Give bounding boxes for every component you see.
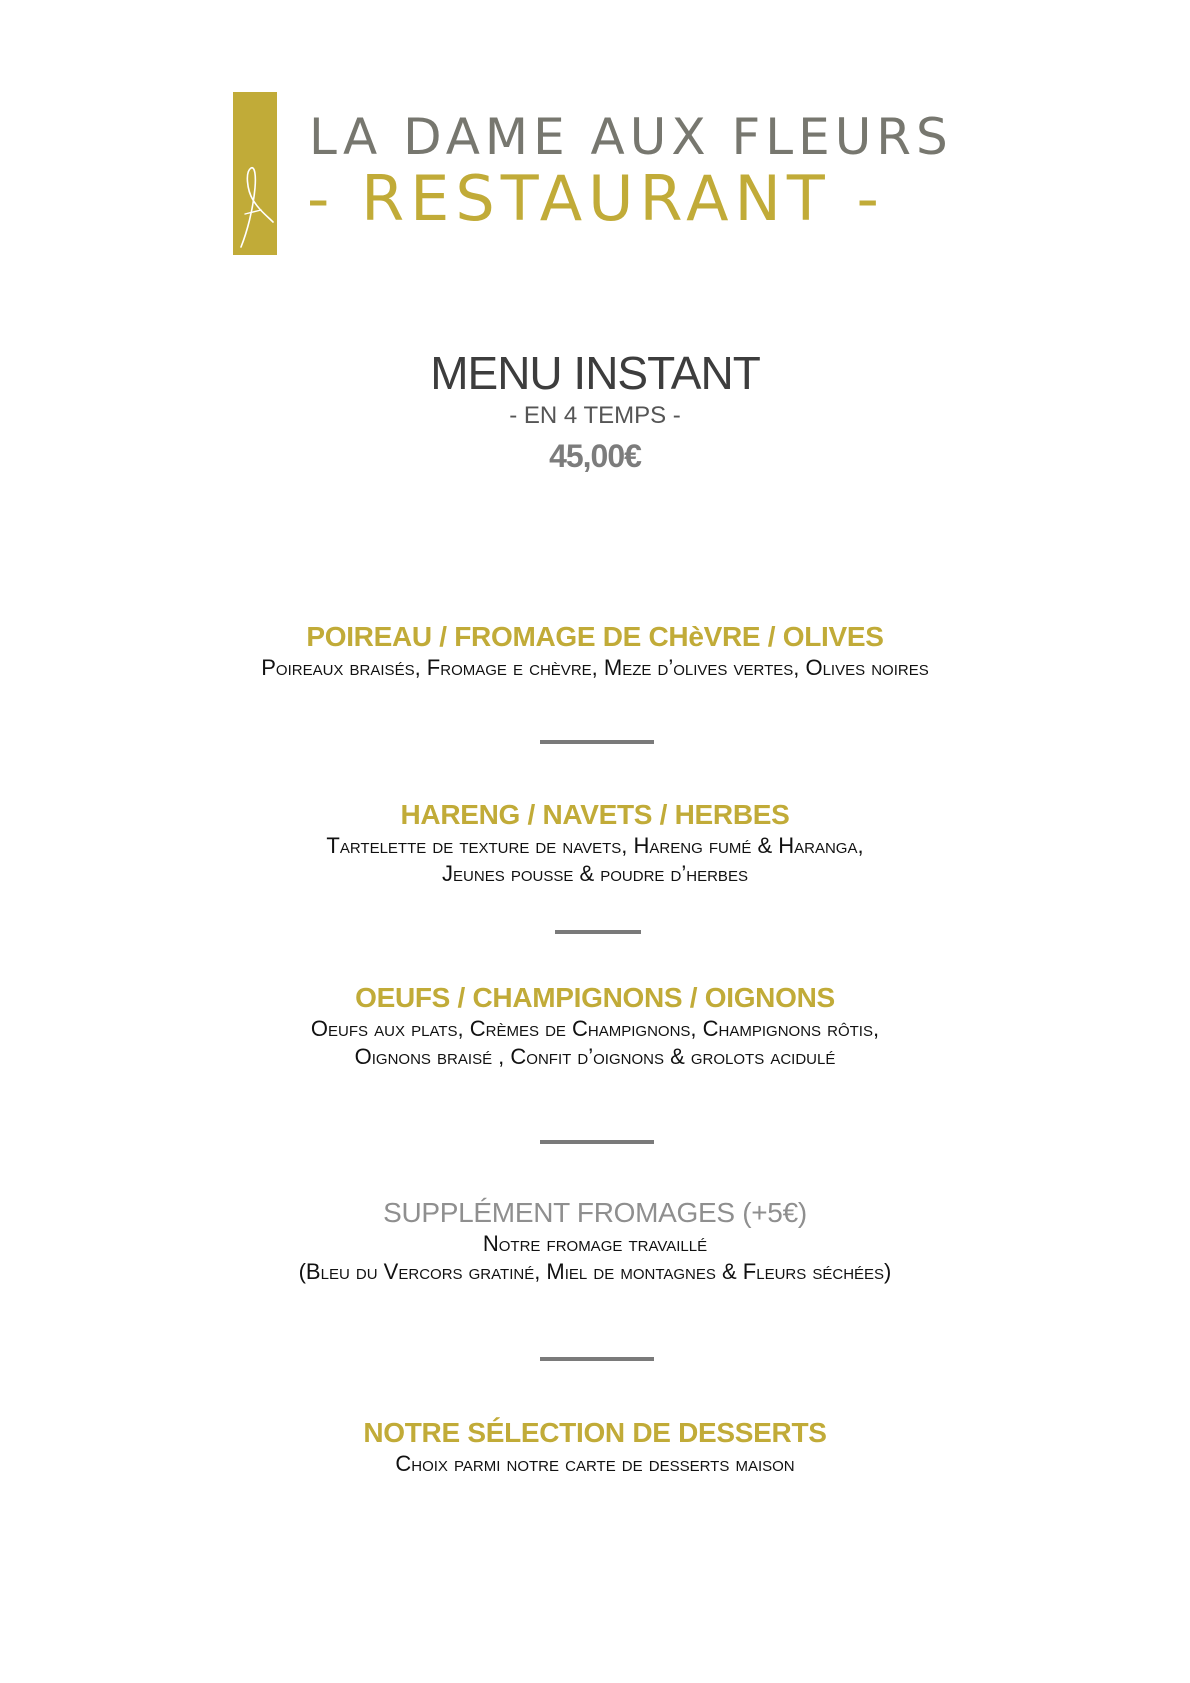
course-title: SUPPLÉMENT FROMAGES (+5€) bbox=[383, 1197, 807, 1228]
course-second bbox=[0, 798, 1190, 888]
course-main bbox=[0, 981, 1190, 1071]
script-f-icon bbox=[233, 92, 277, 255]
course-title: POIREAU / FROMAGE DE CHèVRE / OLIVES bbox=[306, 621, 884, 652]
menu-price: 45,00€ bbox=[549, 438, 641, 474]
menu-subtitle: - EN 4 TEMPS - bbox=[509, 402, 681, 429]
course-title: NOTRE SÉLECTION DE DESSERTS bbox=[363, 1417, 827, 1448]
course-title: OEUFS / CHAMPIGNONS / OIGNONS bbox=[355, 982, 835, 1013]
course-description-line: Oignons braisé , Confit d’oignons & grolots acidulé bbox=[354, 1044, 836, 1069]
divider bbox=[540, 740, 654, 744]
course-description-line: Notre fromage travaillé bbox=[482, 1231, 708, 1256]
divider bbox=[540, 1357, 654, 1361]
course-description-line: Jeunes pousse & poudre d’herbes bbox=[442, 861, 748, 886]
course-description-line: (Bleu du Vercors gratiné, Miel de montagnes & Fleurs séchées) bbox=[298, 1259, 892, 1284]
course-cheese-supplement bbox=[0, 1196, 1190, 1286]
restaurant-logo bbox=[233, 92, 963, 255]
divider bbox=[540, 1140, 654, 1144]
logo-subtitle: - RESTAURANT - bbox=[307, 162, 885, 235]
course-starter bbox=[0, 620, 1190, 682]
course-description-line: Tartelette de texture de navets, Hareng fumé & Haranga, bbox=[326, 833, 864, 858]
logo-name: LA DAME AUX FLEURS bbox=[309, 108, 953, 166]
divider bbox=[555, 930, 641, 934]
course-desserts bbox=[0, 1416, 1190, 1478]
logo-mark bbox=[233, 92, 277, 255]
course-description-line: Oeufs aux plats, Crèmes de Champignons, Champignons rôtis, bbox=[310, 1016, 880, 1041]
course-title: HARENG / NAVETS / HERBES bbox=[400, 799, 790, 830]
course-description-line: Choix parmi notre carte de desserts maison bbox=[395, 1451, 795, 1476]
menu-title: MENU INSTANT bbox=[430, 347, 760, 399]
course-description-line: Poireaux braisés, Fromage e chèvre, Meze d’olives vertes, Olives noires bbox=[261, 655, 929, 680]
